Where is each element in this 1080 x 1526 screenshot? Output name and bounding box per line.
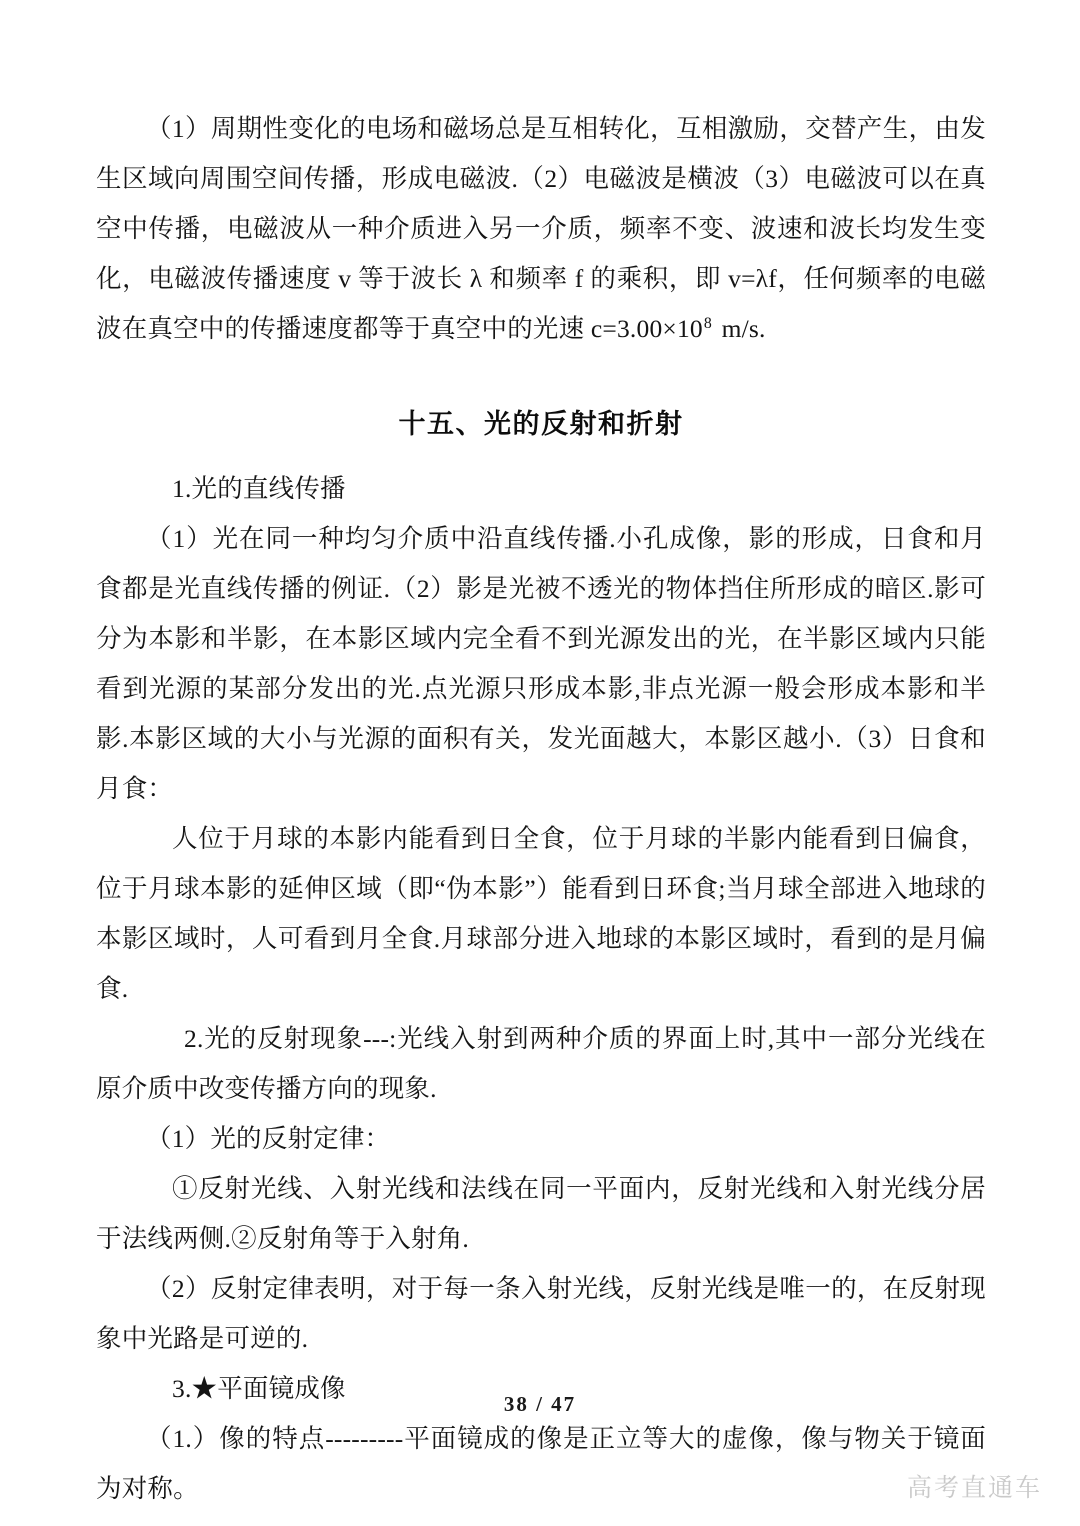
reflection-law-items: ①反射光线、入射光线和法线在同一平面内，反射光线和入射光线分居于法线两侧.②反射角等于入射角. [96, 1174, 986, 1253]
watermark-label: 高考直通车 [906, 1474, 1042, 1502]
reflection-law-title: （1）光的反射定律： [146, 1124, 391, 1153]
spacer [96, 448, 986, 464]
paragraph-electromagnetic-waves [96, 104, 986, 354]
paragraph-text: （1）周期性变化的电场和磁场总是互相转化，互相激励，交替产生，由发生区域向周围空间传播，形成电磁波.（2）电磁波是横波（3）电磁波可以在真空中传播，电磁波从一种介质进入另一介质，频率不变、波速和波长均发生变化，电磁波传播速度 v 等于波长 λ 和频率 f 的乘积，即 v=λf，任何频率的电磁波在真空中的传播速度都等于真空中的光速 c=3.00×10 [96, 114, 986, 343]
eclipse-paragraph: 人位于月球的本影内能看到日全食，位于月球的半影内能看到日偏食，位于月球本影的延伸区域（即“伪本影”）能看到日环食;当月球全部进入地球的本影区域时，人可看到月全食.月球部分进入地球的本影区域时，看到的是月偏食. [96, 824, 986, 1003]
subsection-1-paragraph: （1）光在同一种均匀介质中沿直线传播.小孔成像，影的形成，日食和月食都是光直线传播的例证.（2）影是光被不透光的物体挡住所形成的暗区.影可分为本影和半影，在本影区域内完全看不到光源发出的光，在半影区域内只能看到光源的某部分发出的光.点光源只形成本影,非点光源一般会形成本影和半影.本影区域的大小与光源的面积有关，发光面越大，本影区越小.（3）日食和月食： [96, 524, 986, 803]
unit-text: m/s. [715, 314, 766, 343]
page-number: 38 / 47 [503, 1392, 577, 1416]
subsection-3-paragraph: （1.）像的特点---------平面镜成的像是正立等大的虚像，像与物关于镜面为对称。 [96, 1424, 986, 1503]
subsection-1-title: 1.光的直线传播 [172, 474, 346, 503]
subsection-2-paragraph: 2.光的反射现象---:光线入射到两种介质的界面上时,其中一部分光线在原介质中改变传播方向的现象. [96, 1024, 986, 1103]
reflection-law-note: （2）反射定律表明，对于每一条入射光线，反射光线是唯一的，在反射现象中光路是可逆的. [96, 1274, 986, 1353]
page-content [96, 104, 986, 1514]
exponent-superscript: 8 [703, 314, 712, 332]
spacer [96, 354, 986, 400]
section-heading: 十五、光的反射和折射 [398, 409, 684, 439]
subsection-3-title: 3.★平面镜成像 [172, 1374, 346, 1403]
